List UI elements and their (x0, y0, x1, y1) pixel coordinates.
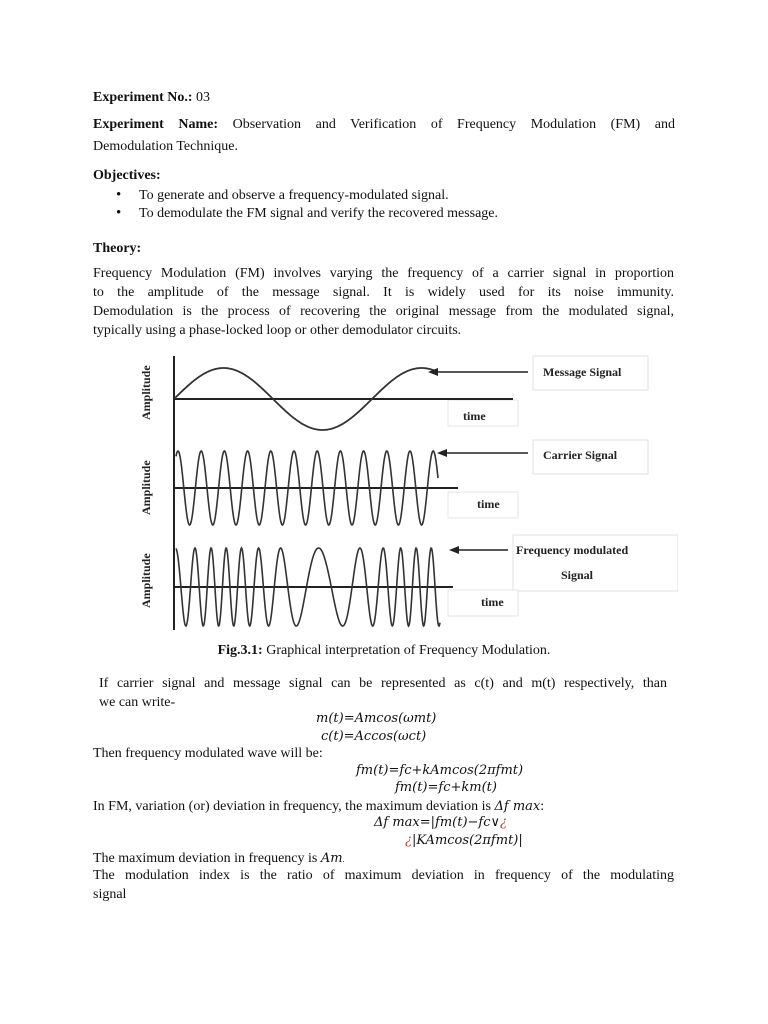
modulation-index-paragraph (93, 866, 674, 904)
amplitude-label-2: Amplitude (139, 460, 153, 515)
fm-diagram (138, 352, 678, 632)
deviation-colon: : (540, 799, 545, 814)
equation-carrier: c(t)=Accos(ωct) (321, 729, 427, 744)
modulation-index-line-1: The modulation index is the ratio of maximum deviation in frequency of the modulating (93, 868, 674, 883)
time-label-3: time (481, 595, 504, 609)
intro-line-2: we can write- (99, 695, 176, 710)
deviation-symbol: Δf max (494, 799, 541, 814)
experiment-name (93, 115, 675, 156)
fm-arrowhead (449, 546, 459, 554)
time-label-1: time (463, 409, 486, 423)
equation-fm-2: fm(t)=fc+km(t) (395, 780, 497, 795)
equation-deviation-2-main: |KAmcos(2πfmt)| (411, 833, 523, 848)
theory-line: to the amplitude of the message signal. It is widely used for its noise immunity. (93, 285, 674, 300)
theory-heading-text: Theory: (93, 241, 142, 256)
objective-item: • To generate and observe a frequency-modulated signal. (112, 187, 498, 205)
intro-paragraph (99, 674, 667, 712)
theory-heading (93, 239, 141, 258)
fm-signal-label-2: Signal (561, 568, 594, 582)
figure-caption-label: Fig.3.1: (217, 643, 263, 658)
then-fm-text: Then frequency modulated wave will be: (93, 746, 323, 761)
equation-deviation-1-glyph: ¿ (500, 815, 508, 830)
max-deviation-dot: . (342, 855, 345, 864)
figure-caption-text: Graphical interpretation of Frequency Modulation. (262, 643, 551, 658)
objective-item: • To demodulate the FM signal and verify the recovered message. (112, 205, 498, 223)
equation-message: m(t)=Amcos(ωmt) (316, 711, 437, 726)
message-signal-label: Message Signal (543, 365, 622, 379)
experiment-number-value: 03 (192, 90, 211, 105)
figure-caption (0, 641, 768, 660)
experiment-name-line-2: Demodulation Technique. (93, 139, 238, 154)
equation-deviation-1-main: Δf max=|fm(t)−fc∨ (374, 815, 501, 830)
max-deviation-text-main: The maximum deviation in frequency is (93, 851, 321, 866)
equation-deviation-2-glyph: ¿ (405, 833, 412, 848)
objectives-list (112, 187, 498, 223)
experiment-number (93, 88, 210, 107)
equation-deviation-2 (405, 832, 523, 849)
intro-line-1: If carrier signal and message signal can be represented as c(t) and m(t) respectively, than (99, 676, 667, 691)
experiment-name-line-1 (93, 115, 675, 134)
experiment-number-label: Experiment No.: (93, 90, 193, 105)
experiment-name-label: Experiment Name: (93, 117, 218, 132)
deviation-text-main: In FM, variation (or) deviation in frequency, the maximum deviation is (93, 799, 495, 814)
max-deviation-symbol: Am (320, 851, 343, 866)
theory-line: Demodulation is the process of recovering the original message from the modulated signal, (93, 304, 674, 319)
theory-line: typically using a phase-locked loop or other demodulator circuits. (93, 323, 462, 338)
carrier-signal-label: Carrier Signal (543, 448, 618, 462)
objectives-heading-text: Objectives: (93, 168, 161, 183)
equation-fm-1: fm(t)=fc+kAmcos(2πfmt) (356, 763, 524, 778)
amplitude-label-1: Amplitude (139, 365, 153, 420)
modulation-index-line-2: signal (93, 887, 127, 902)
experiment-name-text-1: Observation and Verification of Frequency Modulation (FM) and (232, 117, 676, 132)
time-label-2: time (477, 497, 500, 511)
fm-signal-label-1: Frequency modulated (516, 543, 629, 557)
equation-deviation-1 (374, 814, 507, 831)
amplitude-label-3: Amplitude (139, 553, 153, 608)
theory-paragraph (93, 264, 674, 340)
carrier-arrowhead (437, 449, 447, 457)
theory-line: Frequency Modulation (FM) involves varying the frequency of a carrier signal in proportion (93, 266, 674, 281)
objectives-heading (93, 166, 161, 185)
